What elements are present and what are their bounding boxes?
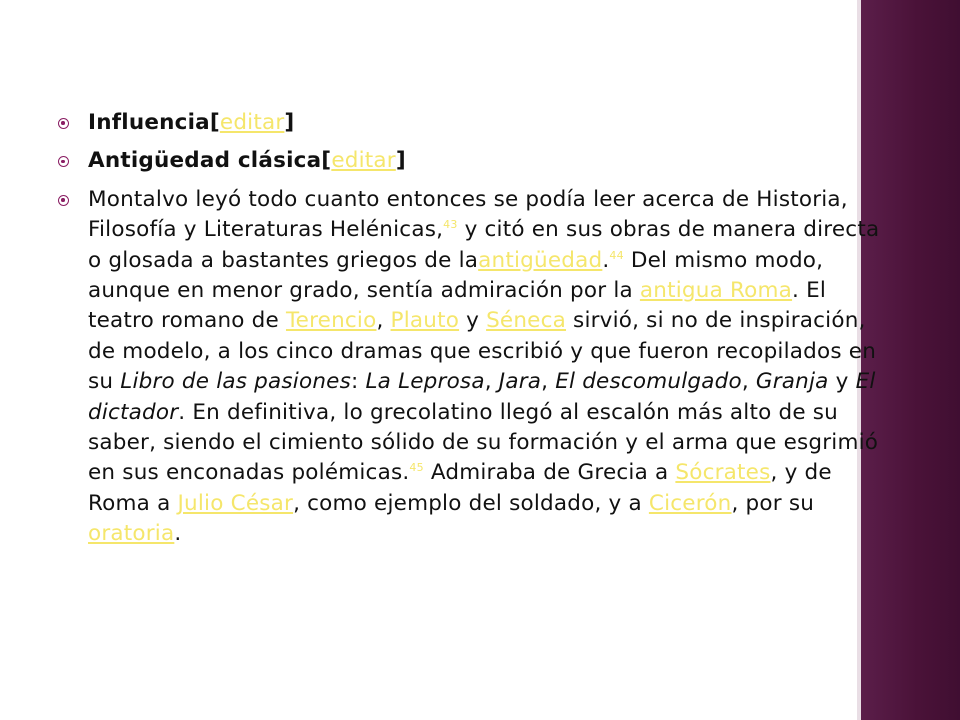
footnote-link-45[interactable]: 45 [409,461,424,475]
paragraph-text [88,187,879,546]
text-run: , [541,369,556,395]
bullet-icon [58,118,69,129]
link-seneca[interactable]: Séneca [486,308,567,334]
text-run: y [828,369,856,395]
link-plauto[interactable]: Plauto [390,308,460,334]
text-run: , [376,308,391,334]
footnote-43 [443,218,457,231]
footnote-45 [409,461,423,474]
text-run: . [602,247,610,273]
text-run: , como ejemplo del soldado, y a [293,490,649,516]
heading-antiguedad-clasica: Antigüedad clásica [88,148,322,174]
italic-la-leprosa: La Leprosa [365,369,485,395]
text-run: Del mismo modo, aunque en menor grado, sentía admiración por la [88,247,824,304]
text-run: , [484,369,499,395]
list-item-influencia [58,108,894,138]
link-antigua-roma[interactable]: antigua Roma [639,278,793,304]
text-run: Montalvo leyó todo cuanto entonces se podía leer acerca de Historia, Filosofía y Literaturas Helénicas, [88,186,848,243]
bracket-close: ] [395,148,406,174]
bracket-close: ] [284,110,295,135]
text-run: . En definitiva, lo grecolatino llegó al escalón más alto de su saber, siendo el cimiento sólido de su formación y el arma que esgrimió en sus enconadas polémicas. [88,399,879,486]
text-run: . El teatro romano de [88,278,827,334]
italic-libro-pasiones: Libro de las pasiones [120,369,351,395]
italic-el-descomulgado: El descomulgado [555,369,742,395]
bullet-icon [58,156,69,167]
bracket-open: [ [209,110,220,135]
footnote-link-44[interactable]: 44 [609,248,624,262]
link-ciceron[interactable]: Cicerón [648,490,732,516]
link-terencio[interactable]: Terencio [285,308,377,334]
text-run: , y de Roma a [88,460,832,516]
link-oratoria[interactable]: oratoria [88,521,175,547]
link-socrates[interactable]: Sócrates [675,460,771,486]
text-run: , por su [731,490,815,516]
italic-jara: Jara [498,369,542,395]
link-antiguedad[interactable]: antigüedad [478,247,603,273]
text-run: y [459,308,487,334]
footnote-link-43[interactable]: 43 [443,218,458,232]
text-run: . [174,521,182,547]
text-run: Admiraba de Grecia a [423,460,676,486]
list-item-antiguedad [58,146,894,176]
list-item-paragraph [58,185,894,550]
footnote-44 [609,248,623,261]
slide-content [58,108,894,558]
heading-influencia: Influencia [88,110,210,135]
text-run: : [351,369,366,395]
text-run: sirvió, si no de inspiración, de modelo, a los cinco dramas que escribió y que fueron recopilados en su [88,308,877,395]
edit-link-antiguedad[interactable]: editar [331,148,396,174]
bracket-open: [ [321,148,332,174]
bullet-list [58,108,894,550]
italic-granja: Granja [755,369,829,395]
italic-el-dictador: El dictador [88,369,876,425]
text-run: , [741,369,756,395]
edit-link-influencia[interactable]: editar [219,110,285,135]
text-run: y citó en sus obras de manera directa o glosada a bastantes griegos de la [88,217,880,273]
bullet-icon [58,195,69,206]
link-julio-cesar[interactable]: Julio César [177,490,294,516]
